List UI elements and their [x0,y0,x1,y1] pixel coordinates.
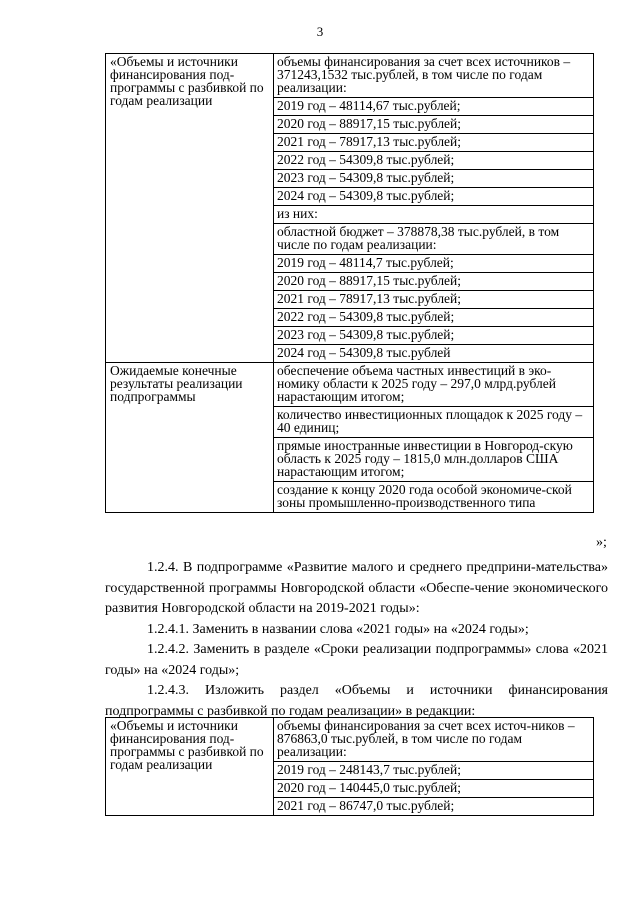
closing-quote: »; [596,535,607,550]
funding-line: 2019 год – 48114,67 тыс.рублей; [274,98,593,116]
funding-line: 2020 год – 140445,0 тыс.рублей; [274,780,593,798]
funding-line: объемы финансирования за счет всех источ-ников – 876863,0 тыс.рублей, в том числе по годам реализации: [274,718,593,762]
funding-line: объемы финансирования за счет всех источников – 371243,1532 тыс.рублей, в том числе по годам реализации: [274,54,593,98]
result-line: количество инвестиционных площадок к 2025 году – 40 единиц; [274,407,593,438]
row-values-funding [274,54,594,363]
funding-table [105,53,594,513]
page-number: 3 [316,24,324,39]
table-row [106,54,594,363]
funding-table-new [105,717,594,816]
result-line: создание к концу 2020 года особой экономиче-ской зоны промышленно-производственного типа [277,482,572,510]
funding-line: 2021 год – 86747,0 тыс.рублей; [277,798,455,813]
funding-line: 2019 год – 248143,7 тыс.рублей; [274,762,593,780]
result-line: обеспечение объема частных инвестиций в эко-номику области к 2025 году – 297,0 млрд.рублей нарастающим итогом; [274,363,593,407]
row-values-funding-new [274,718,594,816]
funding-line: 2022 год – 54309,8 тыс.рублей; [274,152,593,170]
funding-line: 2019 год – 48114,7 тыс.рублей; [274,255,593,273]
row-values-results [274,363,594,513]
paragraph-1-2-4: 1.2.4. В подпрограмме «Развитие малого и среднего предприни-мательства» государственной программы Новгородской области «Обеспе-чение экономического развития Новгородской области на 2019-2021 годы»: [105,560,608,616]
funding-line: 2024 год – 54309,8 тыс.рублей; [274,188,593,206]
funding-line: 2020 год – 88917,15 тыс.рублей; [274,273,593,291]
row-label-results: Ожидаемые конечные результаты реализации подпрограммы [106,363,274,513]
funding-line: 2024 год – 54309,8 тыс.рублей [277,345,451,360]
paragraph-1-2-4-3: 1.2.4.3. Изложить раздел «Объемы и источники финансирования подпрограммы с разбивкой по годам реализации» в редакции: [105,683,608,719]
funding-line: из них: [274,206,593,224]
funding-line: 2023 год – 54309,8 тыс.рублей; [274,170,593,188]
table-row [106,363,594,513]
row-label-funding: «Объемы и источники финансирования под-программы с разбивкой по годам реализации [106,54,274,363]
paragraph-1-2-4-1: 1.2.4.1. Заменить в названии слова «2021 годы» на «2024 годы»; [147,622,529,637]
funding-line: 2021 год – 78917,13 тыс.рублей; [274,134,593,152]
funding-line: 2022 год – 54309,8 тыс.рублей; [274,309,593,327]
row-label-funding-new: «Объемы и источники финансирования под-программы с разбивкой по годам реализации [106,718,274,816]
funding-line: 2021 год – 78917,13 тыс.рублей; [274,291,593,309]
funding-line: 2020 год – 88917,15 тыс.рублей; [274,116,593,134]
funding-line: областной бюджет – 378878,38 тыс.рублей, в том числе по годам реализации: [274,224,593,255]
table-row [106,718,594,816]
result-line: прямые иностранные инвестиции в Новгород-скую область к 2025 году – 1815,0 млн.долларов США нарастающим итогом; [274,438,593,482]
funding-line: 2023 год – 54309,8 тыс.рублей; [274,327,593,345]
paragraph-1-2-4-2: 1.2.4.2. Заменить в разделе «Сроки реализации подпрограммы» слова «2021 годы» на «2024 годы»; [105,642,608,678]
